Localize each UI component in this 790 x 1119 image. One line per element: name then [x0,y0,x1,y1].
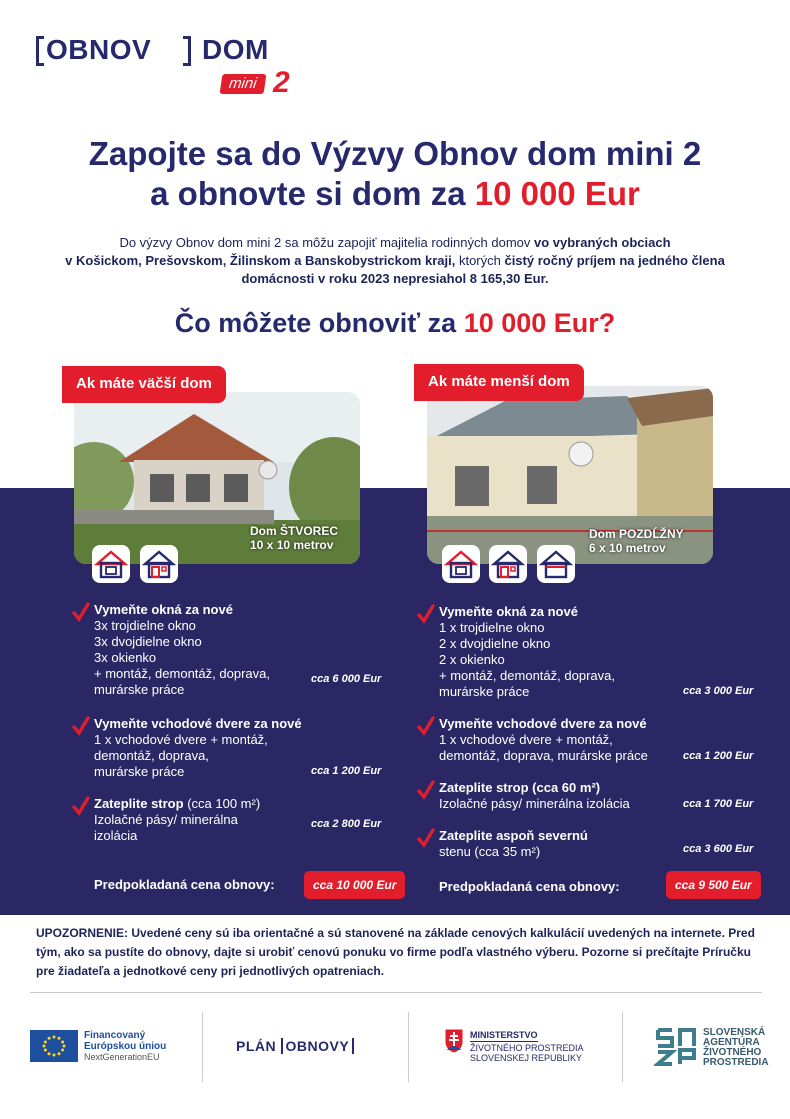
house-door-icon [140,545,178,583]
right-item-wall [439,828,669,860]
intro-text-2: ktorých [455,253,505,268]
left-item-door-title: Vymeňte vchodové dvere za nové [94,716,302,731]
left-item-windows-title: Vymeňte okná za nové [94,602,233,617]
logo-word-obnov: OBNOV [46,34,152,65]
notice-body: Uvedené ceny sú iba orientačné a sú stanovené na základe cenových kalkulácií uvedených na internete. Pred tým, ako sa pustíte do obnovy, dajte si urobiť cenovú ponuku vo firme podľa vlastného výberu. Pozorne si prečítajte Príručku pre žiadateľa a jednotkové ceny pri jednotlivých opatreniach. [36,926,755,978]
plan-word1: PLÁN [236,1038,277,1054]
obnov-dom-logo [36,30,296,100]
right-item-ceiling [439,780,669,812]
eu-text-line2: Európskou úniou [84,1041,167,1052]
logo-number: 2 [273,66,290,99]
intro-paragraph [40,234,750,288]
ministry-line2: ŽIVOTNÉHO PROSTREDIA [470,1043,584,1053]
caption-square-line2: 10 x 10 metrov [250,538,334,552]
right-item-ceiling-title: Zateplite strop (cca 60 m²) [439,780,601,795]
right-item-door-line: 1 x vchodové dvere + montáž, [439,732,613,747]
sazp-logo-icon [654,1024,698,1068]
right-total-label: Predpokladaná cena obnovy: [439,879,620,894]
page-headline [0,134,790,214]
headline-line2 [0,174,790,214]
footer-divider [30,992,762,993]
headline-line2-prefix: a obnovte si dom za [150,175,475,212]
right-item-ceiling-line: Izolačné pásy/ minerálna izolácia [439,796,630,811]
house-roof-icon [537,545,575,583]
notice-text [36,924,756,981]
left-item-ceiling [94,796,314,844]
intro-bold-2: v Košickom, Prešovskom, Žilinskom a Banskobystrickom kraji, [65,253,456,268]
footer-separator [408,1012,409,1082]
left-item-windows [94,602,314,698]
sazp-line2: AGENTÚRA [703,1037,760,1048]
eu-text-line1: Financovaný [84,1030,146,1041]
house-door-icon [489,545,527,583]
sazp-line1: SLOVENSKÁ [703,1027,766,1038]
eu-text-line3: NextGenerationEU [84,1052,160,1062]
intro-bold-1: vo vybraných obciach [533,235,671,250]
right-item-wall-line: stenu (cca 35 m²) [439,844,541,859]
check-icon [417,828,435,848]
ministry-text [470,1030,584,1063]
headline-line1: Zapojte sa do Výzvy Obnov dom mini 2 [88,135,702,172]
intro-text-1: Do výzvy Obnov dom mini 2 sa môžu zapojiť majitelia rodinných domov [119,235,534,250]
left-item-windows-line: murárske práce [94,682,185,697]
check-icon [72,716,90,736]
right-price-ceiling: cca 1 700 Eur [683,798,754,810]
sazp-line3: ŽIVOTNÉHO [703,1047,762,1058]
left-item-door-line: demontáž, doprava, [94,748,209,763]
right-item-windows-line: murárske práce [439,684,530,699]
left-item-windows-line: 3x dvojdielne okno [94,634,202,649]
caption-square-house [250,524,338,552]
logo-word-dom: DOM [202,34,269,65]
house-window-icon [442,545,480,583]
subhead-amount: 10 000 Eur? [463,308,616,338]
eu-funding-text [84,1030,166,1063]
plan-word2: OBNOVY [281,1038,355,1054]
logo-mini-badge: mini [220,74,266,94]
right-item-windows-line: 1 x trojdielne okno [439,620,545,635]
caption-square-line1: Dom ŠTVOREC [250,524,339,538]
caption-long-house [589,527,684,555]
left-price-ceiling: cca 2 800 Eur [311,818,382,830]
left-price-windows: cca 6 000 Eur [311,673,382,685]
right-item-windows-line: 2 x okienko [439,652,505,667]
tag-smaller-house: Ak máte menší dom [414,364,584,401]
right-total-price: cca 9 500 Eur [666,871,761,899]
left-price-door: cca 1 200 Eur [311,765,382,777]
left-item-ceiling-area: (cca 100 m²) [183,796,261,811]
check-icon [72,796,90,816]
footer-separator [202,1012,203,1082]
ministry-line3: SLOVENSKEJ REPUBLIKY [470,1053,583,1063]
left-item-windows-line: 3x trojdielne okno [94,618,196,633]
left-item-ceiling-line: izolácia [94,828,138,843]
logo-bracket-left [36,36,44,66]
check-icon [72,602,90,622]
left-item-door-line: 1 x vchodové dvere + montáž, [94,732,268,747]
right-price-windows: cca 3 000 Eur [683,685,754,697]
left-item-ceiling-title: Zateplite strop [94,796,184,811]
eu-flag-icon [30,1030,78,1062]
left-item-windows-line: 3x okienko [94,650,157,665]
right-item-windows-title: Vymeňte okná za nové [439,604,578,619]
right-item-door-title: Vymeňte vchodové dvere za nové [439,716,647,731]
left-item-ceiling-line: Izolačné pásy/ minerálna [94,812,238,827]
left-total-price: cca 10 000 Eur [304,871,405,899]
plan-obnovy-logo [236,1038,354,1054]
right-item-door [439,716,679,764]
subhead-prefix: Čo môžete obnoviť za [174,308,464,338]
sazp-line4: PROSTREDIA [703,1057,769,1068]
right-price-door: cca 1 200 Eur [683,750,754,762]
right-item-windows [439,604,669,700]
right-item-door-line: demontáž, doprava, murárske práce [439,748,648,763]
section-subheading [0,308,790,339]
left-item-windows-line: + montáž, demontáž, doprava, [94,666,270,681]
left-total-label: Predpokladaná cena obnovy: [94,877,275,892]
footer-separator [622,1012,623,1082]
notice-label: UPOZORNENIE: [36,926,129,940]
check-icon [417,604,435,624]
right-item-wall-title: Zateplite aspoň severnú [439,828,588,843]
slovak-crest-icon [444,1028,464,1054]
right-item-windows-line: 2 x dvojdielne okno [439,636,551,651]
tag-larger-house: Ak máte väčší dom [62,366,226,403]
check-icon [417,716,435,736]
logo-bracket-right [183,36,191,66]
intro-bold-3: čistý ročný príjem na jedného člena [504,253,725,268]
ministry-line1: MINISTERSTVO [470,1030,538,1040]
check-icon [417,780,435,800]
right-price-wall: cca 3 600 Eur [683,843,754,855]
left-item-door [94,716,324,780]
intro-bold-4: domácnosti v roku 2023 nepresiahol 8 165,30 Eur. [241,271,549,286]
headline-amount: 10 000 Eur [474,175,640,212]
right-item-windows-line: + montáž, demontáž, doprava, [439,668,615,683]
caption-long-line1: Dom POZDĹŽNY [589,527,684,541]
caption-long-line2: 6 x 10 metrov [589,541,666,555]
house-window-icon [92,545,130,583]
left-item-door-line: murárske práce [94,764,185,779]
sazp-text [703,1028,769,1068]
